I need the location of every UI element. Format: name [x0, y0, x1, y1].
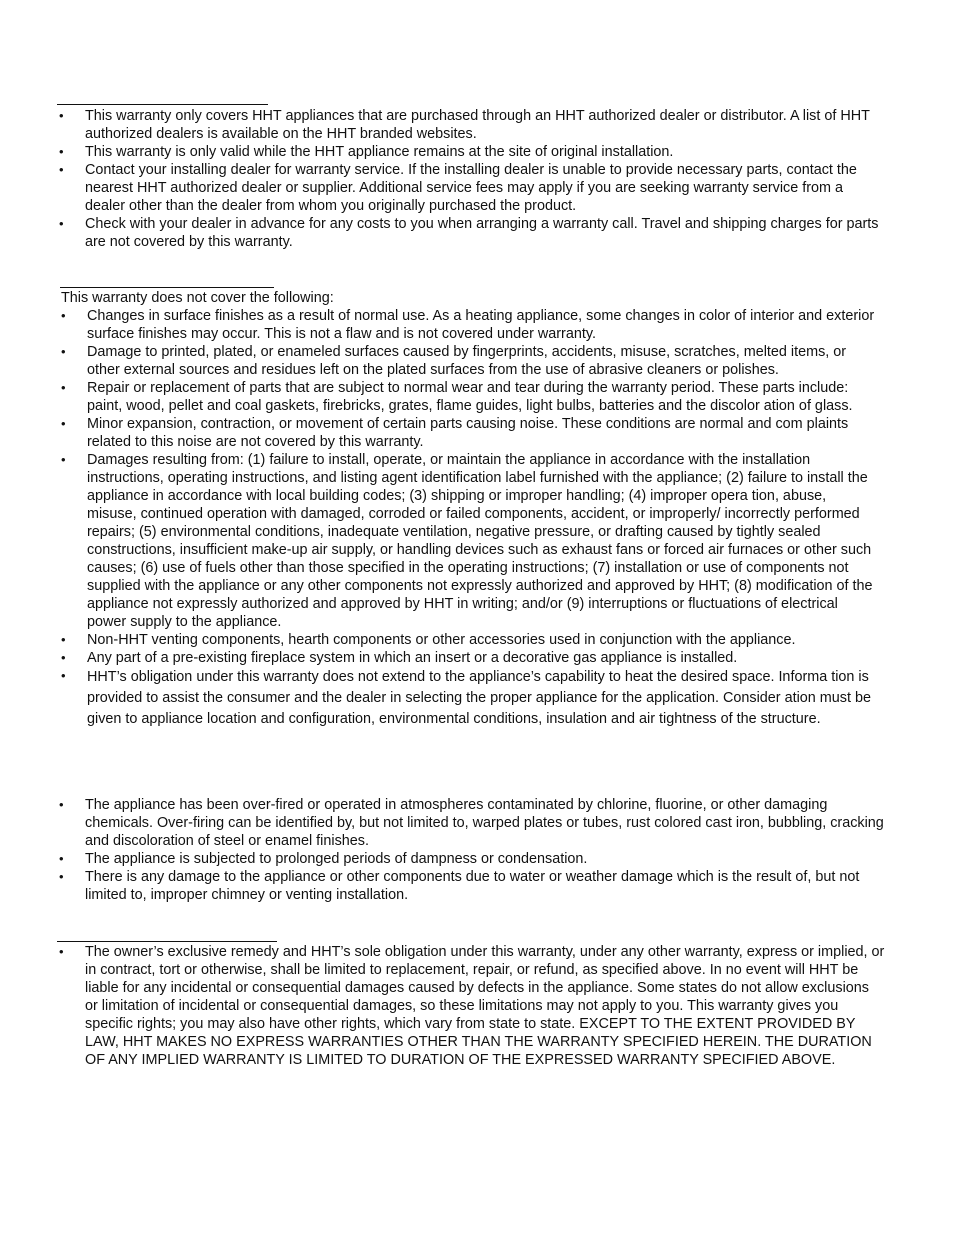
list-item: • Contact your installing dealer for warranty service. If the installing dealer is unable to provide necessary parts, contact the nearest HHT authorized dealer or supplier. Additional service fees may apply if you are seeking warranty service from a dealer other than the dealer from whom you originally purchased the product. [59, 162, 857, 214]
list-item: • Minor expansion, contraction, or movement of certain parts causing noise. These conditions are normal and com plaints related to this noise are not covered by this warranty. [61, 416, 849, 450]
section-heading-rule [57, 941, 277, 942]
bullet-icon: • [59, 869, 64, 884]
list-item: • The appliance is subjected to prolonged periods of dampness or condensation. [59, 851, 588, 867]
bullet-icon: • [59, 108, 64, 123]
list-item: • This warranty only covers HHT appliances that are purchased through an HHT authorized dealer or distributor. A list of HHT authorized dealers is available on the HHT branded websites. [59, 108, 870, 142]
list-item: • HHT’s obligation under this warranty does not extend to the appliance’s capability to heat the desired space. Informa tion is provided to assist the consumer and the dealer in selecting the proper appliance for the application. Consider ation must be given to appliance location and configuration, environmental conditions, insulation and air tightness of the structure. [61, 668, 871, 727]
bullet-icon: • [59, 216, 64, 231]
bullet-icon: • [59, 851, 64, 866]
bullet-icon: • [61, 308, 66, 323]
list-item: • Non-HHT venting components, hearth components or other accessories used in conjunction with the appliance. [61, 632, 796, 648]
bullet-icon: • [59, 162, 64, 177]
section-heading-rule [57, 104, 268, 105]
bullet-list [61, 307, 877, 730]
bullet-icon: • [59, 144, 64, 159]
section-intro: This warranty does not cover the following: [61, 290, 334, 306]
list-item: • This warranty is only valid while the HHT appliance remains at the site of original installation. [59, 144, 674, 160]
list-item: • The owner’s exclusive remedy and HHT’s sole obligation under this warranty, under any other warranty, express or implied, or in contract, tort or otherwise, shall be limited to replacement, repair, or refund, as specified above. In no event will HHT be liable for any incidental or consequential damages caused by defects in the appliance. Some states do not allow exclusions or limitation of incidental or consequential damages, so these limitations may not apply to you. This warranty gives you specific rights; you may also have other rights, which vary from state to state. EXCEPT TO THE EXTENT PROVIDED BY LAW, HHT MAKES NO EXPRESS WARRANTIES OTHER THAN THE WARRANTY SPECIFIED HEREIN. THE DURATION OF ANY IMPLIED WARRANTY IS LIMITED TO DURATION OF THE EXPRESSED WARRANTY SPECIFIED ABOVE. [59, 944, 885, 1068]
bullet-icon: • [61, 380, 66, 395]
list-item: • Changes in surface finishes as a result of normal use. As a heating appliance, some changes in color of interior and exterior surface finishes may occur. This is not a flaw and is not covered under warranty. [61, 308, 875, 342]
bullet-icon: • [59, 944, 64, 959]
bullet-icon: • [61, 668, 66, 683]
bullet-icon: • [61, 632, 66, 647]
list-item: • Damages resulting from: (1) failure to install, operate, or maintain the appliance in accordance with the installation instructions, operating instructions, and listing agent identification label furnished with the appliance; (2) failure to install the appliance in accordance with local building codes; (3) shipping or improper handling; (4) improper opera tion, abuse, misuse, continued operation with damaged, corroded or failed components, accident, or improperly/ incorrectly performed repairs; (5) environmental conditions, inadequate ventilation, negative pressure, or drafting caused by tightly sealed constructions, insufficient make-up air supply, or handling devices such as exhaust fans or forced air furnaces or other such causes; (6) use of fuels other than those specified in the operating instructions; (7) installation or use of components not supplied with the appliance or any other components not expressly authorized and approved by HHT; (8) modification of the appliance not expressly authorized and approved by HHT in writing; and/or (9) interruptions or fluctuations of electrical power supply to the appliance. [61, 452, 873, 630]
list-item: • Repair or replacement of parts that are subject to normal wear and tear during the warranty period. These parts include: paint, wood, pellet and coal gaskets, firebricks, grates, flame guides, light bulbs, batteries and the discolor ation of glass. [61, 380, 853, 414]
list-item: • There is any damage to the appliance or other components due to water or weather damage which is the result of, but not limited to, improper chimney or venting installation. [59, 869, 860, 903]
list-item: • Damage to printed, plated, or enameled surfaces caused by fingerprints, accidents, misuse, scratches, melted items, or other external sources and residues left on the plated surfaces from the use of abrasive cleaners or polishes. [61, 344, 847, 378]
bullet-icon: • [61, 416, 66, 431]
bullet-list [59, 107, 885, 251]
bullet-icon: • [59, 797, 64, 812]
list-item: • The appliance has been over-fired or operated in atmospheres contaminated by chlorine, fluorine, or other damaging chemicals. Over-firing can be identified by, but not limited to, warped plates or tubes, rust colored cast iron, bubbling, cracking and discoloration of steel or enamel finishes. [59, 797, 884, 849]
bullet-icon: • [61, 650, 66, 665]
bullet-icon: • [61, 452, 66, 467]
bullet-icon: • [61, 344, 66, 359]
bullet-list [59, 796, 885, 904]
section-heading-rule [60, 287, 274, 288]
list-item: • Check with your dealer in advance for any costs to you when arranging a warranty call. Travel and shipping charges for parts are not covered by this warranty. [59, 216, 879, 250]
list-item: • Any part of a pre-existing fireplace system in which an insert or a decorative gas appliance is installed. [61, 650, 738, 666]
bullet-list [59, 943, 885, 1069]
